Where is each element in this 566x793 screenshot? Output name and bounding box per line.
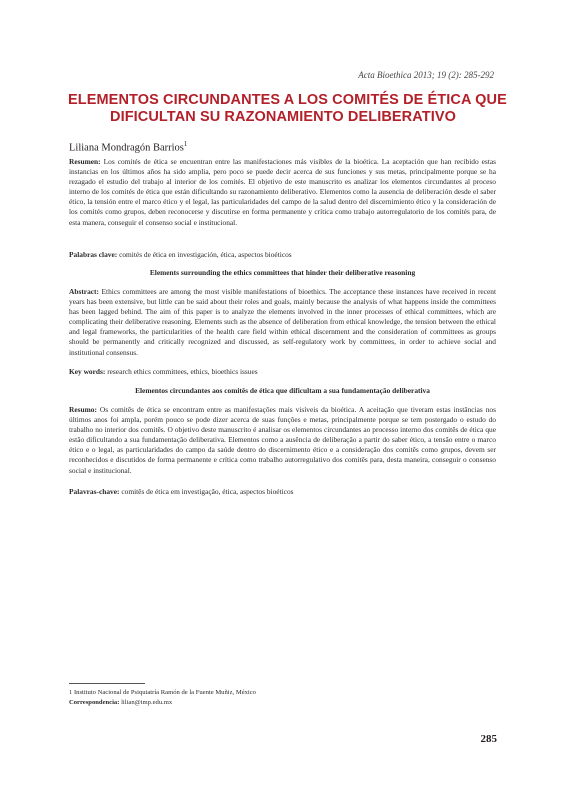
spanish-keywords-text: comités de ética en investigación, ética, aspectos bioéticos bbox=[117, 250, 292, 259]
author-footnote-marker: 1 bbox=[183, 140, 188, 148]
spanish-abstract-text: Los comités de ética se encuentran entre las manifestaciones más visibles de la bioética. La aceptación que han recibido estas instancias en los últimos años ha sido amplia, pero poco se puede decir acerca de sus funciones y sus metas, principalmente porque se ha rezagado el estudio del trabajo al interior de los comités. El objetivo de este manuscrito es analizar los elementos circundantes al proceso interno de los comités de ética que están dificultando su razonamiento deliberativo. Elementos como la ausencia de deliberación desde el saber ético, la tensión entre el marco ético y el legal, las particularidades del campo de la salud dentro del discernimiento ético y la consideración de los comités como grupos, deben reconocerse y discutirse en forma permanente y crítica como trabajo autorregulatorio de los comités para, de esta manera, conseguir el consenso social e institucional. bbox=[69, 157, 496, 227]
portuguese-abstract-text: Os comitês de ética se encontram entre as manifestações mais visíveis da bioética. A aceitação que tiveram estas instâncias nos últimos anos foi ampla, porém pouco se pode dizer acerca de suas funções e metas, principalmente porque se tem postergado o estudo do trabalho no interior dos comitês. O objetivo deste manuscrito é analisar os elementos circundantes ao processo interno dos comitês de ética que estão dificultando a sua fundamentação deliberativa. Elementos como a ausência de deliberação a partir do saber ético, a tensão entre o marco ético e o legal, as particularidades do campo da saúde dentro do discernimento ético e a consideração dos comitês como grupos, devem ser reconhecidos e discutidos de forma permanente e crítica como trabalho autorregulativo dos comitês para, desta maneira, conseguir o consenso social e institucional. bbox=[69, 405, 496, 475]
portuguese-abstract bbox=[69, 405, 496, 476]
author-name bbox=[69, 140, 187, 154]
article-title bbox=[68, 92, 507, 126]
english-abstract-text: Ethics committees are among the most visible manifestations of bioethics. The acceptance these instances have received in recent years has been extensive, but little can be said about their roles and goals, mainly because the analysis of what happens inside the committees has been lagged behind. The aim of this paper is to analyze the elements involved in the inner processes of ethical committees, which are complicating their deliberative reasoning. Elements such as the absence of deliberation from ethical knowledge, the tension between the ethical and legal frameworks, the particularities of the health care field within ethical discernment and the consideration of committees as groups should be permanently and critically recognized and discussed, as self-regulatory work by committees, in order to achieve social and institutional consensus. bbox=[69, 287, 496, 357]
journal-reference: Acta Bioethica 2013; 19 (2): 285-292 bbox=[358, 70, 494, 80]
portuguese-title: Elementos circundantes aos comitês de ética que dificultam a sua fundamentação deliberativa bbox=[135, 386, 430, 395]
correspondence-label: Correspondencia: bbox=[69, 698, 120, 706]
spanish-abstract-label: Resumen: bbox=[69, 157, 101, 166]
title-line-2: DIFICULTAN SU RAZONAMIENTO DELIBERATIVO bbox=[110, 109, 456, 125]
english-keywords bbox=[69, 367, 496, 377]
portuguese-keywords-label: Palavras-chave: bbox=[69, 487, 120, 496]
english-title: Elements surrounding the ethics committees that hinder their deliberative reasoning bbox=[149, 268, 416, 277]
english-abstract-label: Abstract: bbox=[69, 287, 99, 296]
correspondence-email: lilian@imp.edu.mx bbox=[119, 698, 173, 706]
portuguese-keywords-text: comitês de ética em investigação, ética, aspectos bioéticos bbox=[119, 487, 294, 496]
footnote bbox=[69, 688, 469, 707]
english-keywords-text: research ethics committees, ethics, bioethics issues bbox=[105, 367, 258, 376]
spanish-keywords-label: Palabras clave: bbox=[69, 250, 118, 259]
spanish-keywords bbox=[69, 250, 496, 260]
author-name-text: Liliana Mondragón Barrios bbox=[69, 142, 184, 154]
footnote-correspondence bbox=[69, 698, 469, 708]
portuguese-keywords bbox=[69, 487, 496, 497]
footnote-divider bbox=[69, 683, 145, 684]
english-abstract bbox=[69, 287, 496, 358]
title-line-1: ELEMENTOS CIRCUNDANTES A LOS COMITÉS DE ÉTICA QUE bbox=[68, 92, 507, 108]
english-keywords-label: Key words: bbox=[69, 367, 106, 376]
portuguese-abstract-label: Resumo: bbox=[69, 405, 97, 414]
page-number: 285 bbox=[480, 733, 497, 745]
footnote-affiliation: 1 Instituto Nacional de Psiquiatría Ramón de la Fuente Muñiz, México bbox=[69, 689, 256, 696]
spanish-abstract bbox=[69, 157, 496, 228]
